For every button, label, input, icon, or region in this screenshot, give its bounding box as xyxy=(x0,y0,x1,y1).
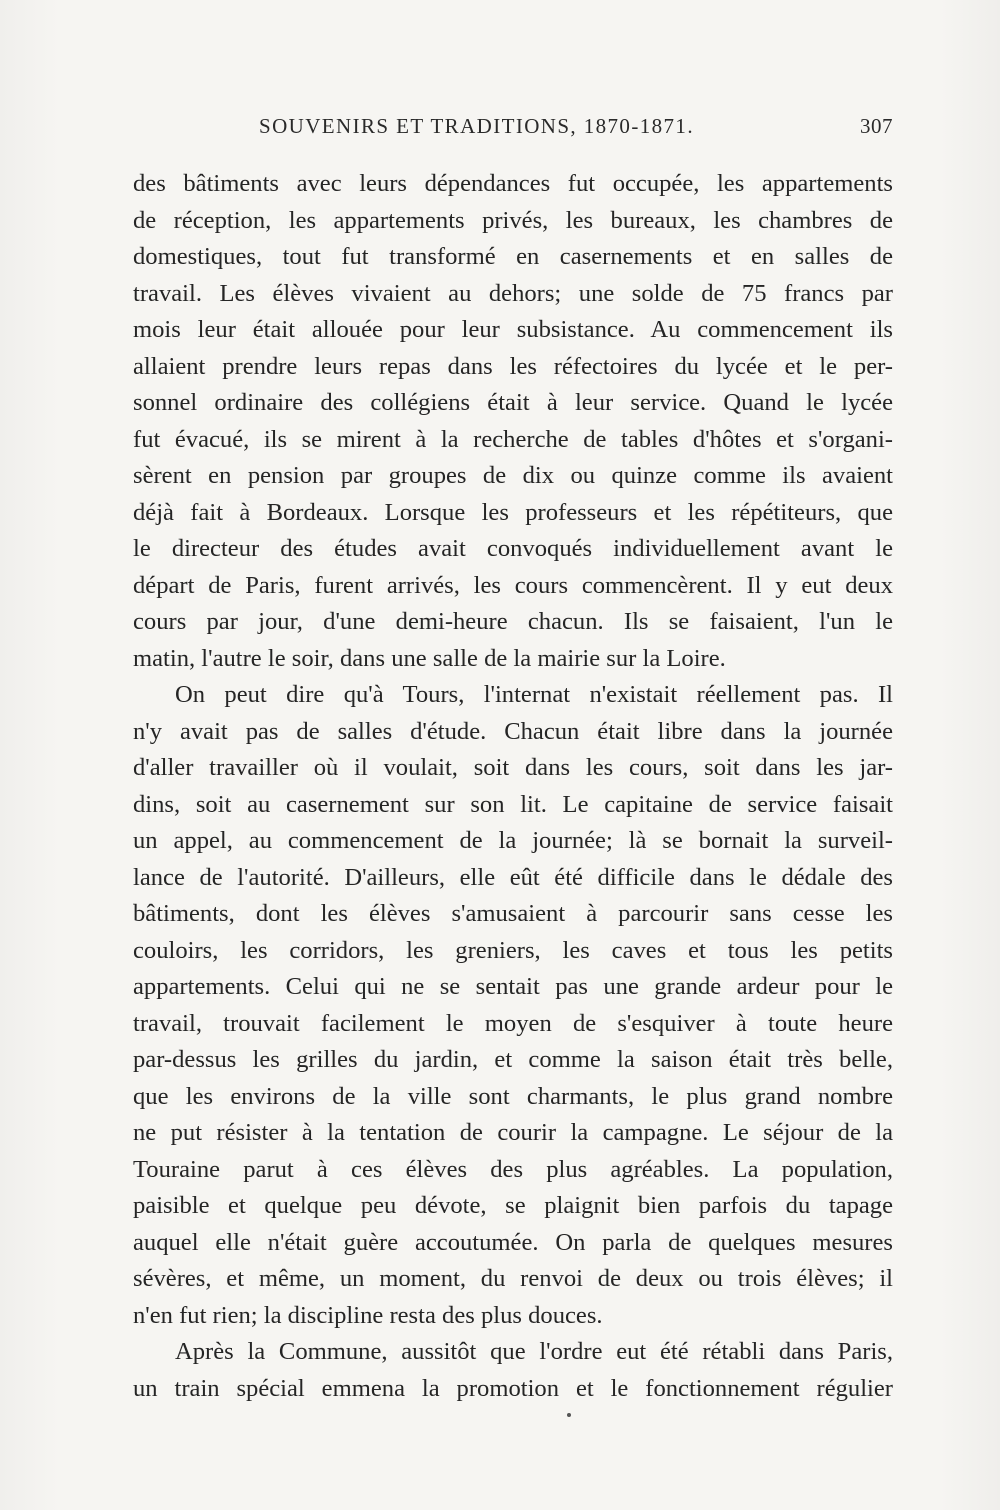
paragraph xyxy=(133,166,893,677)
text-line: par-dessus les grilles du jardin, et comme la saison était très belle, xyxy=(133,1046,893,1073)
text-line: allaient prendre leurs repas dans les réfectoires du lycée et le per- xyxy=(133,352,893,380)
text-line: fut évacué, ils se mirent à la recherche de tables d'hôtes et s'organi- xyxy=(133,425,893,453)
text-line: sèrent en pension par groupes de dix ou quinze comme ils avaient xyxy=(133,462,893,489)
text-line: le directeur des études avait convoqués individuellement avant le xyxy=(133,535,893,562)
text-line: lance de l'autorité. D'ailleurs, elle eût été difficile dans le dédale des xyxy=(133,863,893,891)
paragraph xyxy=(133,1334,893,1407)
text-line: paisible et quelque peu dévote, se plaignit bien parfois du tapage xyxy=(133,1192,893,1219)
text-line: ne put résister à la tentation de courir la campagne. Le séjour de la xyxy=(133,1119,893,1146)
text-line: couloirs, les corridors, les greniers, les caves et tous les petits xyxy=(133,936,893,964)
page-number: 307 xyxy=(860,114,893,138)
text-line: n'en fut rien; la discipline resta des plus douces. xyxy=(133,1301,603,1329)
paragraph xyxy=(133,677,893,1334)
text-line: de réception, les appartements privés, les bureaux, les chambres de xyxy=(133,206,893,234)
text-line: des bâtiments avec leurs dépendances fut occupée, les appartements xyxy=(133,170,893,197)
text-line: auquel elle n'était guère accoutumée. On parla de quelques mesures xyxy=(133,1228,893,1256)
text-line: cours par jour, d'une demi-heure chacun. Ils se faisaient, l'un le xyxy=(133,608,893,635)
text-line: matin, l'autre le soir, dans une salle de la mairie sur la Loire. xyxy=(133,644,726,672)
text-line: un train spécial emmena la promotion et le fonctionnement régulier xyxy=(133,1374,893,1402)
running-header xyxy=(133,114,893,144)
printer-mark xyxy=(567,1413,571,1417)
text-line: mois leur était allouée pour leur subsistance. Au commencement ils xyxy=(133,316,893,343)
text-line: déjà fait à Bordeaux. Lorsque les professeurs et les répétiteurs, que xyxy=(133,498,893,526)
text-line: départ de Paris, furent arrivés, les cours commencèrent. Il y eut deux xyxy=(133,571,893,599)
text-line: On peut dire qu'à Tours, l'internat n'existait réellement pas. Il xyxy=(175,681,893,708)
text-line: travail, trouvait facilement le moyen de s'esquiver à toute heure xyxy=(133,1009,893,1037)
text-line: dins, soit au casernement sur son lit. Le capitaine de service faisait xyxy=(133,790,893,818)
text-line: travail. Les élèves vivaient au dehors; une solde de 75 francs par xyxy=(133,279,893,307)
text-line: sonnel ordinaire des collégiens était à leur service. Quand le lycée xyxy=(133,389,893,416)
text-line: un appel, au commencement de la journée; là se bornait la surveil- xyxy=(133,827,893,854)
text-line: Après la Commune, aussitôt que l'ordre eut été rétabli dans Paris, xyxy=(175,1338,893,1365)
text-line: sévères, et même, un moment, du renvoi de deux ou trois élèves; il xyxy=(133,1265,893,1292)
text-line: appartements. Celui qui ne se sentait pas une grande ardeur pour le xyxy=(133,973,893,1000)
text-line: Touraine parut à ces élèves des plus agréables. La population, xyxy=(133,1155,893,1183)
running-title: SOUVENIRS ET TRADITIONS, 1870-1871. xyxy=(259,114,694,138)
text-line: n'y avait pas de salles d'étude. Chacun était libre dans la journée xyxy=(133,717,893,745)
text-line: que les environs de la ville sont charmants, le plus grand nombre xyxy=(133,1082,893,1110)
text-line: d'aller travailler où il voulait, soit dans les cours, soit dans les jar- xyxy=(133,754,893,781)
text-line: domestiques, tout fut transformé en casernements et en salles de xyxy=(133,243,893,270)
paragraphs xyxy=(133,166,893,1407)
text-line: bâtiments, dont les élèves s'amusaient à parcourir sans cesse les xyxy=(133,900,893,927)
body-text xyxy=(133,166,893,1407)
